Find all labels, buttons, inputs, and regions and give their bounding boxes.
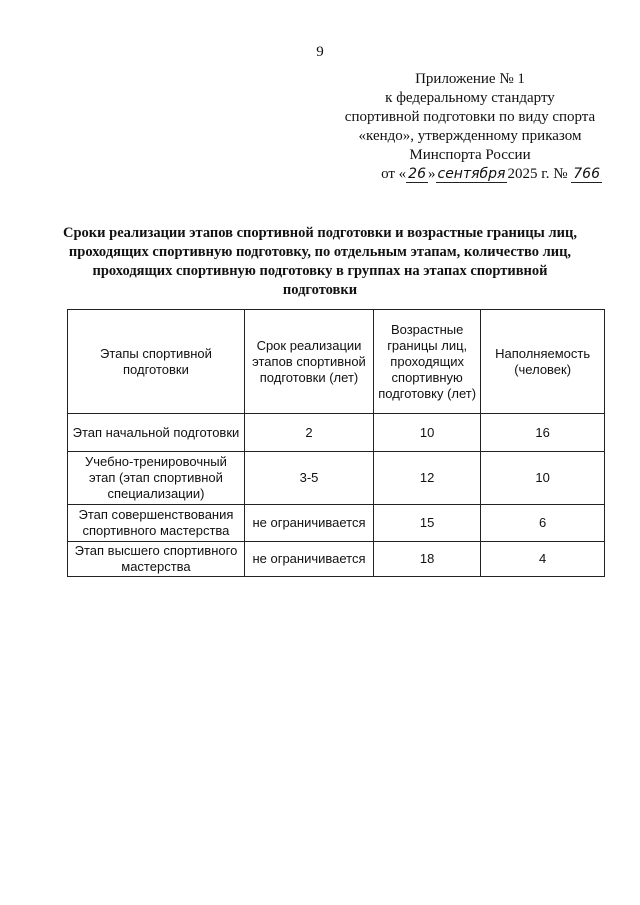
cell-age: 18 xyxy=(374,542,481,577)
table-row xyxy=(68,542,605,577)
cell-duration: не ограничивается xyxy=(244,542,373,577)
cell-duration: 2 xyxy=(244,414,373,452)
cell-group-size: 4 xyxy=(481,542,605,577)
date-month: сентября xyxy=(437,166,506,182)
cell-stage: Этап совершенствования спортивного мастерства xyxy=(68,505,245,542)
header-stages: Этапы спортивной подготовки xyxy=(68,310,245,414)
order-date-line xyxy=(330,165,610,184)
appendix-block xyxy=(330,70,610,184)
cell-age: 12 xyxy=(374,452,481,505)
date-sep: » xyxy=(428,166,436,182)
table-row xyxy=(68,505,605,542)
appendix-line: Минспорта России xyxy=(409,147,531,163)
document-title: Сроки реализации этапов спортивной подготовки и возрастные границы лиц, проходящих спортивную подготовку, по отдельным этапам, количество лиц, проходящих спортивную подготовку в группах на этапах спортивной подготовки xyxy=(63,225,577,298)
date-prefix: от « xyxy=(381,166,407,182)
header-age-limits: Возрастные границы лиц, проходящих спортивную подготовку (лет) xyxy=(374,310,481,414)
cell-age: 15 xyxy=(374,505,481,542)
cell-group-size: 16 xyxy=(481,414,605,452)
cell-age: 10 xyxy=(374,414,481,452)
cell-duration: не ограничивается xyxy=(244,505,373,542)
cell-stage: Учебно-тренировочный этап (этап спортивной специализации) xyxy=(68,452,245,505)
cell-stage: Этап начальной подготовки xyxy=(68,414,245,452)
cell-stage: Этап высшего спортивного мастерства xyxy=(68,542,245,577)
date-day: 26 xyxy=(408,166,426,182)
table-row xyxy=(68,452,605,505)
appendix-line: спортивной подготовки по виду спорта xyxy=(344,109,596,125)
page-number: 9 xyxy=(316,44,324,60)
appendix-line: к федеральному стандарту xyxy=(385,90,555,106)
header-duration: Срок реализации этапов спортивной подготовки (лет) xyxy=(244,310,373,414)
cell-group-size: 6 xyxy=(481,505,605,542)
date-year: 2025 г. № xyxy=(507,166,568,182)
header-group-size: Наполняемость (человек) xyxy=(481,310,605,414)
cell-duration: 3-5 xyxy=(244,452,373,505)
appendix-line: Приложение № 1 xyxy=(415,71,525,87)
appendix-line: «кендо», утвержденному приказом xyxy=(358,128,582,144)
order-number: 766 xyxy=(573,166,600,182)
table-header-row xyxy=(68,310,605,414)
training-stages-table xyxy=(67,309,605,577)
table-row xyxy=(68,414,605,452)
cell-group-size: 10 xyxy=(481,452,605,505)
